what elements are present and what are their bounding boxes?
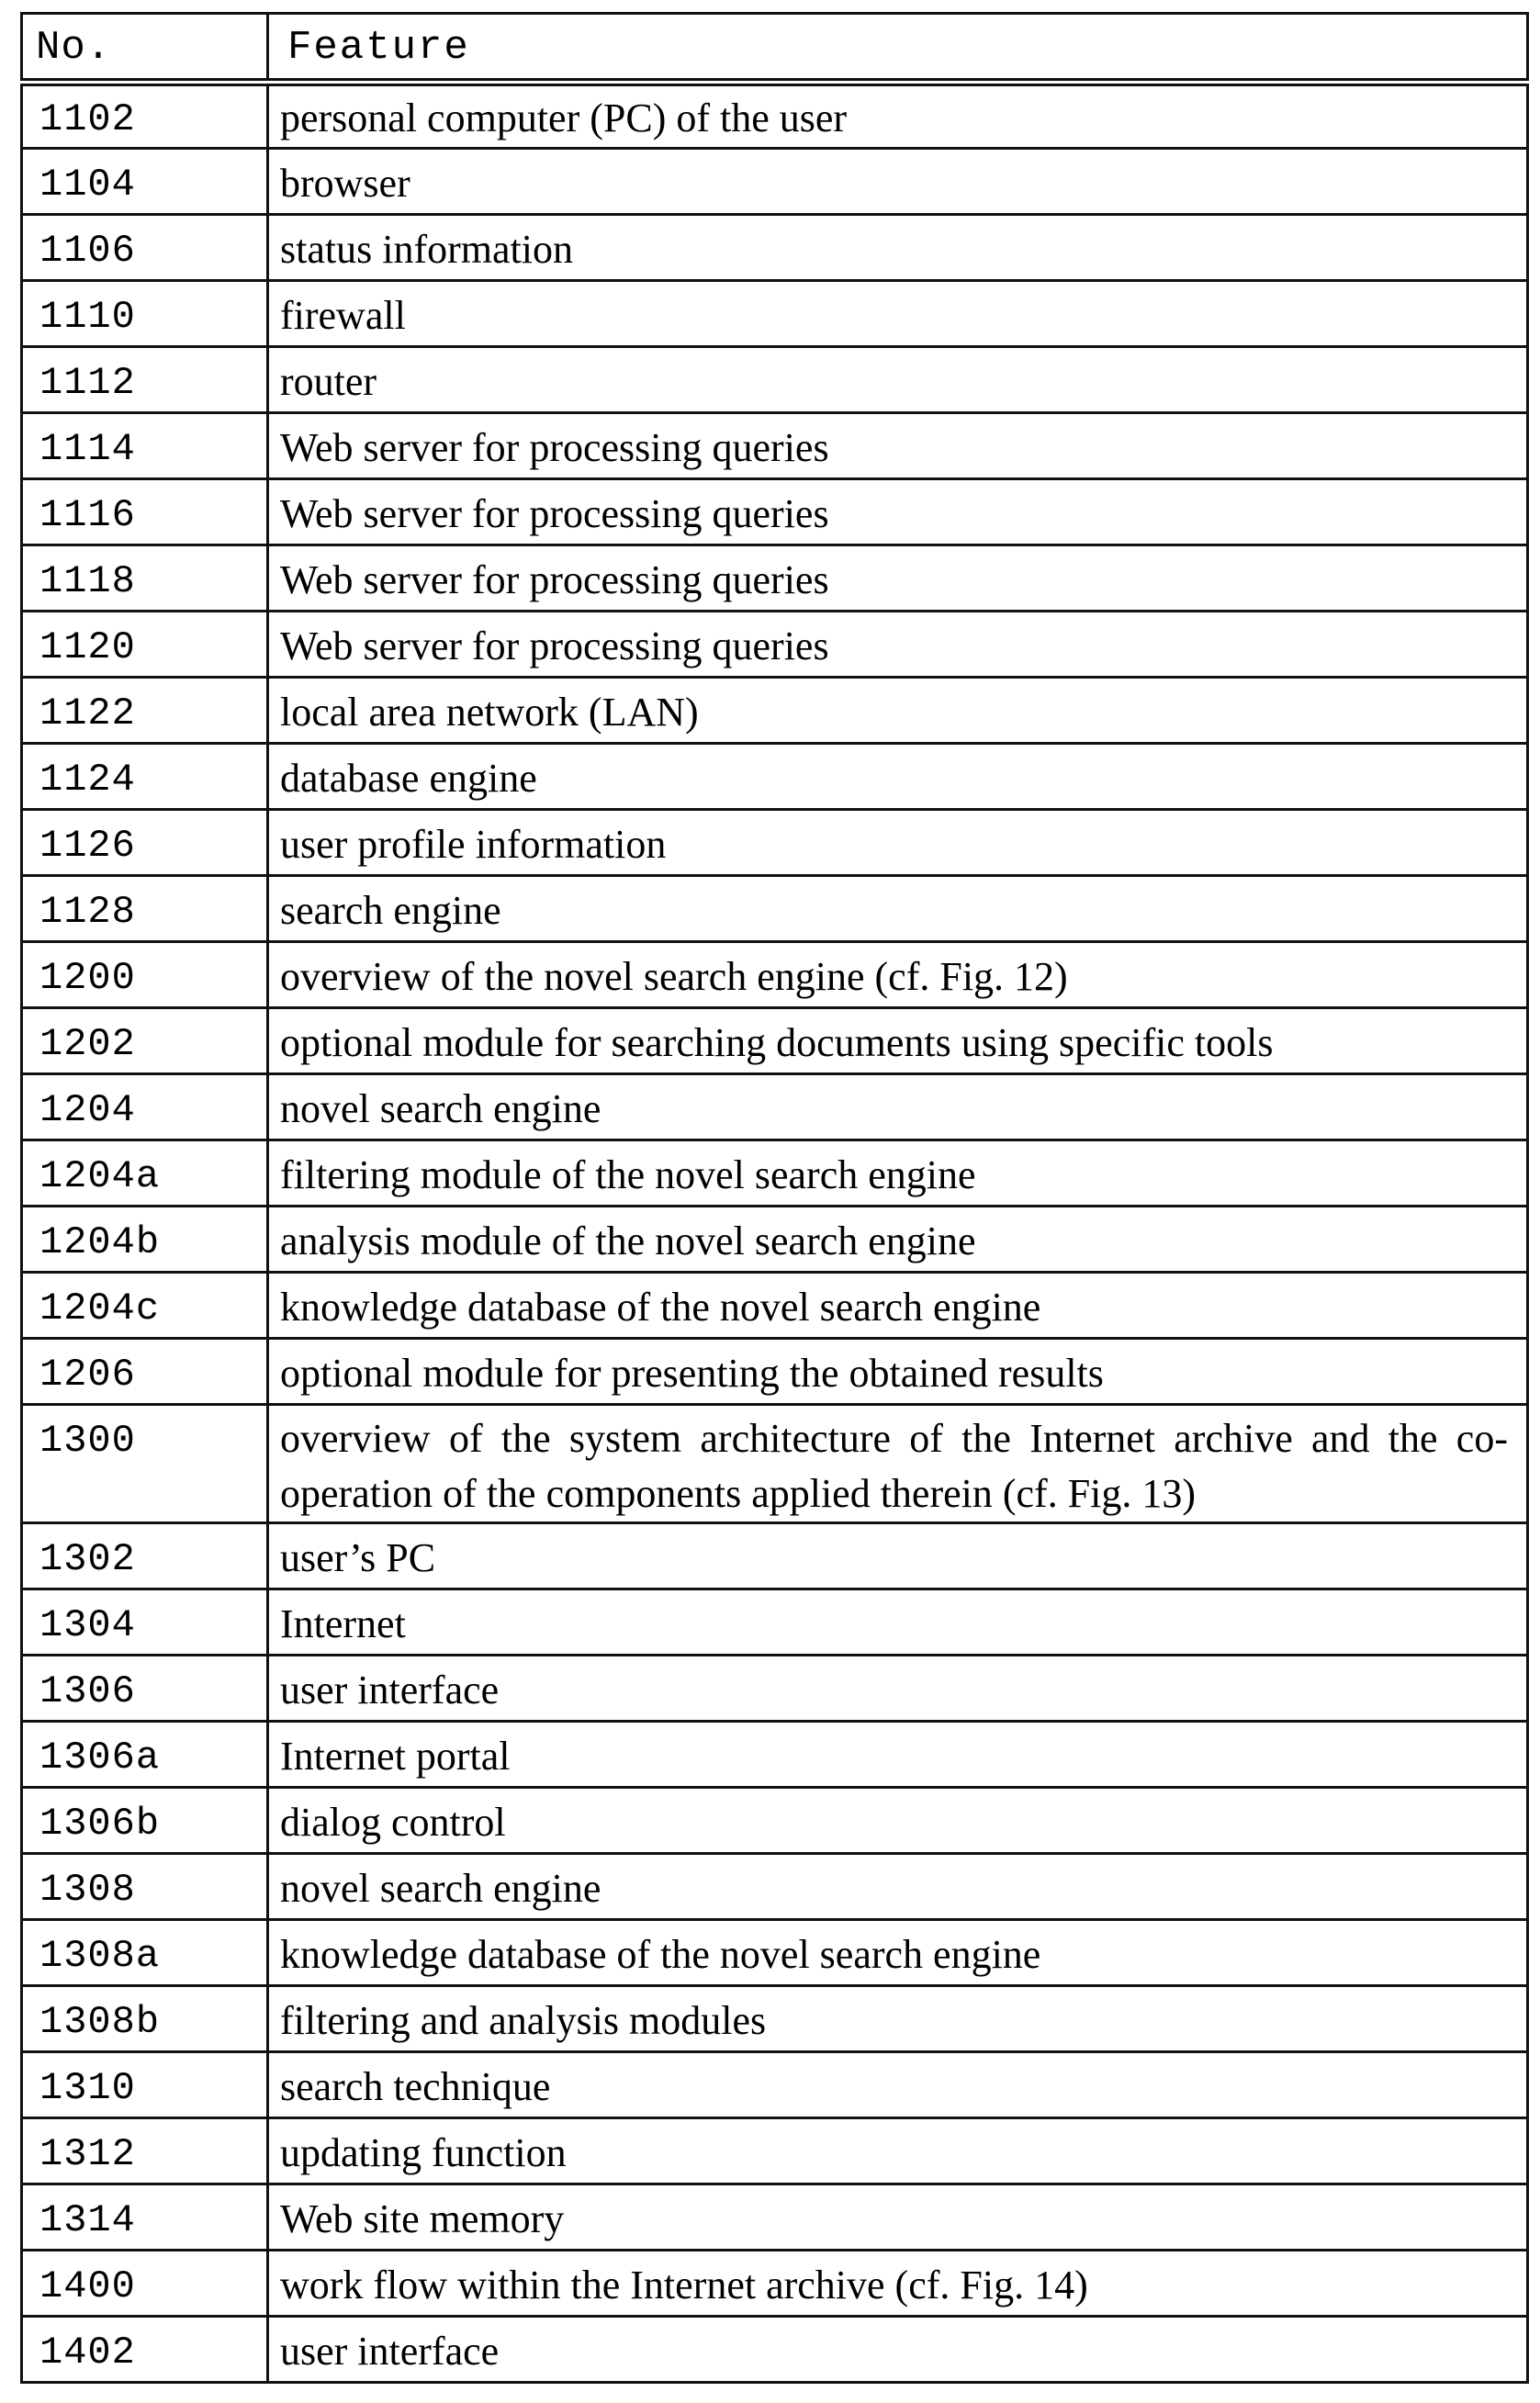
row-feature: novel search engine	[268, 1074, 1528, 1140]
row-feature: optional module for presenting the obtained results	[268, 1339, 1528, 1405]
row-feature: filtering and analysis modules	[268, 1986, 1528, 2052]
column-header-number: No.	[22, 14, 268, 83]
table-row	[22, 347, 1528, 413]
row-number: 1302	[22, 1523, 268, 1589]
table-row	[22, 1140, 1528, 1207]
row-number: 1110	[22, 281, 268, 347]
table-row	[22, 281, 1528, 347]
table-row	[22, 1074, 1528, 1140]
row-number: 1306a	[22, 1722, 268, 1788]
row-feature: overview of the system architecture of the Internet archive and the co-operation of the components applied therein (cf. Fig. 13)	[268, 1405, 1528, 1523]
table-row	[22, 1854, 1528, 1920]
row-number: 1306b	[22, 1788, 268, 1854]
table-row	[22, 149, 1528, 215]
table-row	[22, 2118, 1528, 2184]
row-number: 1204a	[22, 1140, 268, 1207]
row-number: 1104	[22, 149, 268, 215]
row-feature: overview of the novel search engine (cf. Fig. 12)	[268, 942, 1528, 1008]
row-feature: browser	[268, 149, 1528, 215]
row-number: 1116	[22, 479, 268, 545]
row-feature: search technique	[268, 2052, 1528, 2118]
table-row	[22, 2184, 1528, 2251]
row-number: 1128	[22, 876, 268, 942]
table-row	[22, 215, 1528, 281]
table-row	[22, 876, 1528, 942]
table-row	[22, 1008, 1528, 1074]
row-number: 1308b	[22, 1986, 268, 2052]
row-feature: Web server for processing queries	[268, 413, 1528, 479]
table-row	[22, 1523, 1528, 1589]
row-number: 1308	[22, 1854, 268, 1920]
row-feature: work flow within the Internet archive (cf. Fig. 14)	[268, 2251, 1528, 2317]
row-feature: Web server for processing queries	[268, 612, 1528, 678]
table-row	[22, 2052, 1528, 2118]
row-number: 1124	[22, 744, 268, 810]
row-number: 1314	[22, 2184, 268, 2251]
row-feature: Web site memory	[268, 2184, 1528, 2251]
row-feature: firewall	[268, 281, 1528, 347]
row-feature: Internet portal	[268, 1722, 1528, 1788]
row-feature: status information	[268, 215, 1528, 281]
row-feature: user profile information	[268, 810, 1528, 876]
table-row	[22, 1920, 1528, 1986]
row-number: 1202	[22, 1008, 268, 1074]
row-number: 1120	[22, 612, 268, 678]
table-row	[22, 1788, 1528, 1854]
row-feature: updating function	[268, 2118, 1528, 2184]
row-feature: database engine	[268, 744, 1528, 810]
row-feature: knowledge database of the novel search engine	[268, 1920, 1528, 1986]
row-feature: user’s PC	[268, 1523, 1528, 1589]
row-feature: user interface	[268, 2317, 1528, 2383]
row-number: 1204b	[22, 1207, 268, 1273]
row-feature: optional module for searching documents using specific tools	[268, 1008, 1528, 1074]
table-row	[22, 1273, 1528, 1339]
row-number: 1312	[22, 2118, 268, 2184]
row-number: 1306	[22, 1656, 268, 1722]
column-header-feature: Feature	[268, 14, 1528, 83]
table-row	[22, 479, 1528, 545]
table-row	[22, 1656, 1528, 1722]
reference-numeral-table	[20, 12, 1529, 2384]
table-header-row	[22, 14, 1528, 83]
row-feature: personal computer (PC) of the user	[268, 83, 1528, 149]
row-number: 1304	[22, 1589, 268, 1656]
table-row	[22, 2317, 1528, 2383]
row-number: 1206	[22, 1339, 268, 1405]
row-number: 1102	[22, 83, 268, 149]
table-row	[22, 545, 1528, 612]
table-row	[22, 1405, 1528, 1523]
table-row	[22, 2251, 1528, 2317]
row-number: 1106	[22, 215, 268, 281]
table-row	[22, 413, 1528, 479]
row-number: 1122	[22, 678, 268, 744]
table-row	[22, 1207, 1528, 1273]
row-feature: filtering module of the novel search engine	[268, 1140, 1528, 1207]
row-feature: router	[268, 347, 1528, 413]
row-number: 1114	[22, 413, 268, 479]
row-number: 1200	[22, 942, 268, 1008]
table-row	[22, 1589, 1528, 1656]
table-row	[22, 942, 1528, 1008]
row-number: 1204	[22, 1074, 268, 1140]
row-number: 1402	[22, 2317, 268, 2383]
row-number: 1112	[22, 347, 268, 413]
row-feature: Web server for processing queries	[268, 545, 1528, 612]
table-row	[22, 83, 1528, 149]
table-row	[22, 1339, 1528, 1405]
table-row	[22, 612, 1528, 678]
table-row	[22, 678, 1528, 744]
row-feature: knowledge database of the novel search engine	[268, 1273, 1528, 1339]
row-number: 1126	[22, 810, 268, 876]
row-number: 1118	[22, 545, 268, 612]
row-feature: novel search engine	[268, 1854, 1528, 1920]
row-feature: dialog control	[268, 1788, 1528, 1854]
row-number: 1400	[22, 2251, 268, 2317]
table-row	[22, 744, 1528, 810]
row-feature: local area network (LAN)	[268, 678, 1528, 744]
table-row	[22, 1986, 1528, 2052]
row-number: 1204c	[22, 1273, 268, 1339]
row-feature: Web server for processing queries	[268, 479, 1528, 545]
row-feature: Internet	[268, 1589, 1528, 1656]
row-feature: search engine	[268, 876, 1528, 942]
row-feature: user interface	[268, 1656, 1528, 1722]
row-number: 1310	[22, 2052, 268, 2118]
row-feature: analysis module of the novel search engine	[268, 1207, 1528, 1273]
table-row	[22, 810, 1528, 876]
row-number: 1308a	[22, 1920, 268, 1986]
row-number: 1300	[22, 1405, 268, 1523]
table-row	[22, 1722, 1528, 1788]
